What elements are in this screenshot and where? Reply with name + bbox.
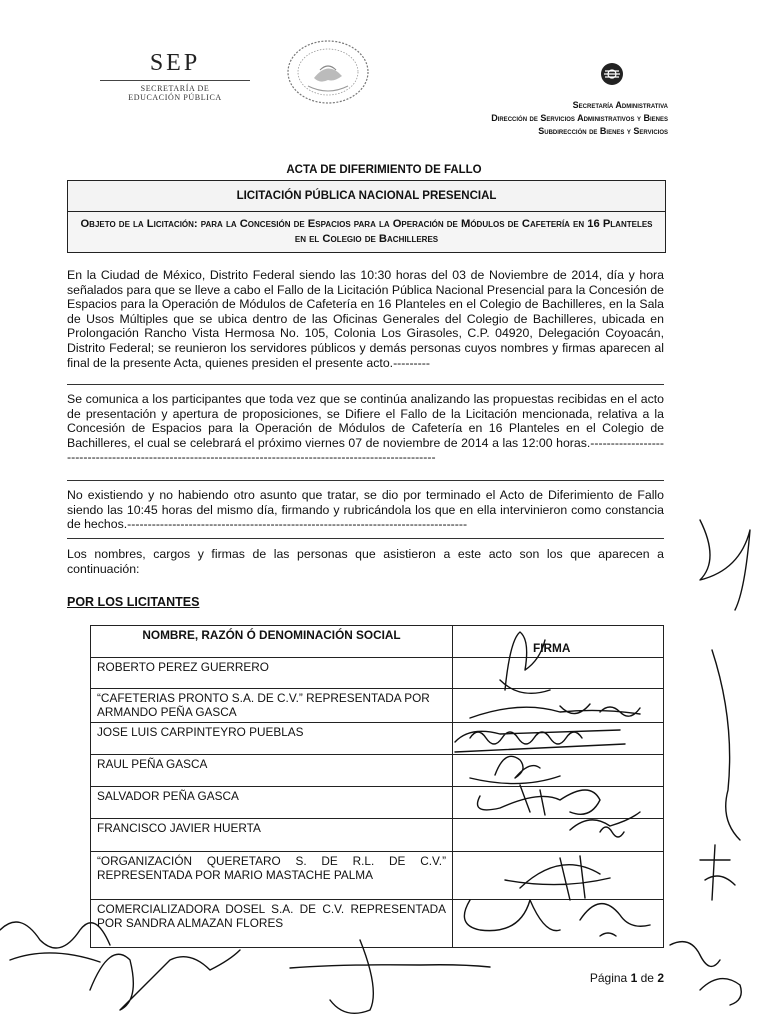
licitacion-type: LICITACIÓN PÚBLICA NACIONAL PRESENCIAL xyxy=(68,181,665,212)
signature-mark xyxy=(290,940,490,1013)
signer-row: COMERCIALIZADORA DOSEL S.A. DE C.V. REPRESENTADA POR SANDRA ALMAZAN FLORES xyxy=(91,900,453,948)
signature-mark xyxy=(0,922,110,962)
page-number: 1 xyxy=(630,971,638,985)
signer-row: RAUL PEÑA GASCA xyxy=(91,755,453,787)
page-label: Página xyxy=(589,971,628,985)
sep-logo-sub-2: EDUCACIÓN PÚBLICA xyxy=(128,93,222,102)
col-header-name: NOMBRE, RAZÓN Ó DENOMINACIÓN SOCIAL xyxy=(91,626,453,658)
dept-line-3: Subdirección de Bienes y Servicios xyxy=(538,126,668,136)
page-of: de xyxy=(640,971,654,985)
signer-row: JOSE LUIS CARPINTEYRO PUEBLAS xyxy=(91,723,453,755)
section-heading: POR LOS LICITANTES xyxy=(67,595,200,609)
paragraph-attendees: Los nombres, cargos y firmas de las personas que asistieron a este acto son los que aparecen a continuación: xyxy=(67,547,664,576)
signature-mark xyxy=(455,730,625,752)
signature-mark xyxy=(505,856,610,900)
sep-logo-text: SEP xyxy=(149,50,201,76)
dept-line-1: Secretaría Administrativa xyxy=(572,100,668,110)
paragraph-deferral: Se comunica a los participantes que toda vez que se continúa analizando las propuestas recibidas en el acto de presentación y apertura de proposiciones, se Difiere el Fallo de la Licitación mencionada, relativa a la Concesión de Espacios para la Operación de Módulos de Cafetería en 16 Planteles en el Colegio de Bachilleres, el cual se celebrará el próximo viernes 07 de noviembre de 2014 a las 12:00 horas.------------------------------------------------------------------------------------------------------------ xyxy=(67,392,664,465)
signer-row: ROBERTO PEREZ GUERRERO xyxy=(91,658,453,689)
signature-mark xyxy=(712,650,740,840)
signature-mark xyxy=(464,900,650,936)
signature-mark xyxy=(90,950,240,1010)
signer-row: SALVADOR PEÑA GASCA xyxy=(91,787,453,819)
signature-mark xyxy=(470,756,560,783)
signature-mark xyxy=(570,812,640,837)
signature-mark xyxy=(670,942,741,1005)
document-title: ACTA DE DIFERIMIENTO DE FALLO xyxy=(286,164,482,176)
signer-row: “CAFETERIAS PRONTO S.A. DE C.V.” REPRESENTADA POR ARMANDO PEÑA GASCA xyxy=(91,689,453,723)
paragraph-opening: En la Ciudad de México, Distrito Federal siendo las 10:30 horas del 03 de Noviembre de 2014, día y hora señalados para que se lleve a cabo el Fallo de la Licitación Pública Nacional Presencial para la Concesión de Espacios para la Operación de Módulos de Cafetería en 16 Planteles en el Colegio de Bachilleres, en la Sala de Usos Múltiples que se ubica dentro de las Oficinas Generales del Colegio de Bachilleres, ubicada en Prolongación Rancho Vista Hermosa No. 105, Colonia Los Girasoles, C.P. 04920, Delegación Coyoacán, Distrito Federal; se reunieron los servidores públicos y demás personas cuyos nombres y firmas aparecen al final de la presente Acta, quienes presiden el presente acto.--------- xyxy=(67,268,664,370)
signature-mark xyxy=(500,632,550,693)
page-indicator xyxy=(590,971,664,985)
signature-mark xyxy=(700,845,735,900)
signer-row: FRANCISCO JAVIER HUERTA xyxy=(91,819,453,852)
paragraph-closing: No existiendo y no habiendo otro asunto que tratar, se dio por terminado el Acto de Diferimiento de Fallo siendo las 10:45 horas del mismo día, firmando y rubricándola los que en ella intervinieron como constancia de hechos.----------------------------------------------------------------------------------- xyxy=(67,488,664,532)
signature-mark xyxy=(478,785,601,815)
col-header-firma: FIRMA xyxy=(453,626,664,658)
sep-logo-sub-1: SECRETARÍA DE xyxy=(140,84,210,93)
page-total: 2 xyxy=(657,971,664,985)
signature-mark xyxy=(470,704,640,718)
signature-mark xyxy=(700,520,750,610)
dept-line-2: Dirección de Servicios Administrativos y Bienes xyxy=(491,113,668,123)
signer-row: “ORGANIZACIÓN QUERETARO S. DE R.L. DE C.V.” REPRESENTADA POR MARIO MASTACHE PALMA xyxy=(91,852,453,900)
licitacion-object: Objeto de la Licitación: para la Concesión de Espacios para la Operación de Módulos de Cafetería en 16 Planteles en el Colegio de Bachilleres xyxy=(68,212,665,252)
